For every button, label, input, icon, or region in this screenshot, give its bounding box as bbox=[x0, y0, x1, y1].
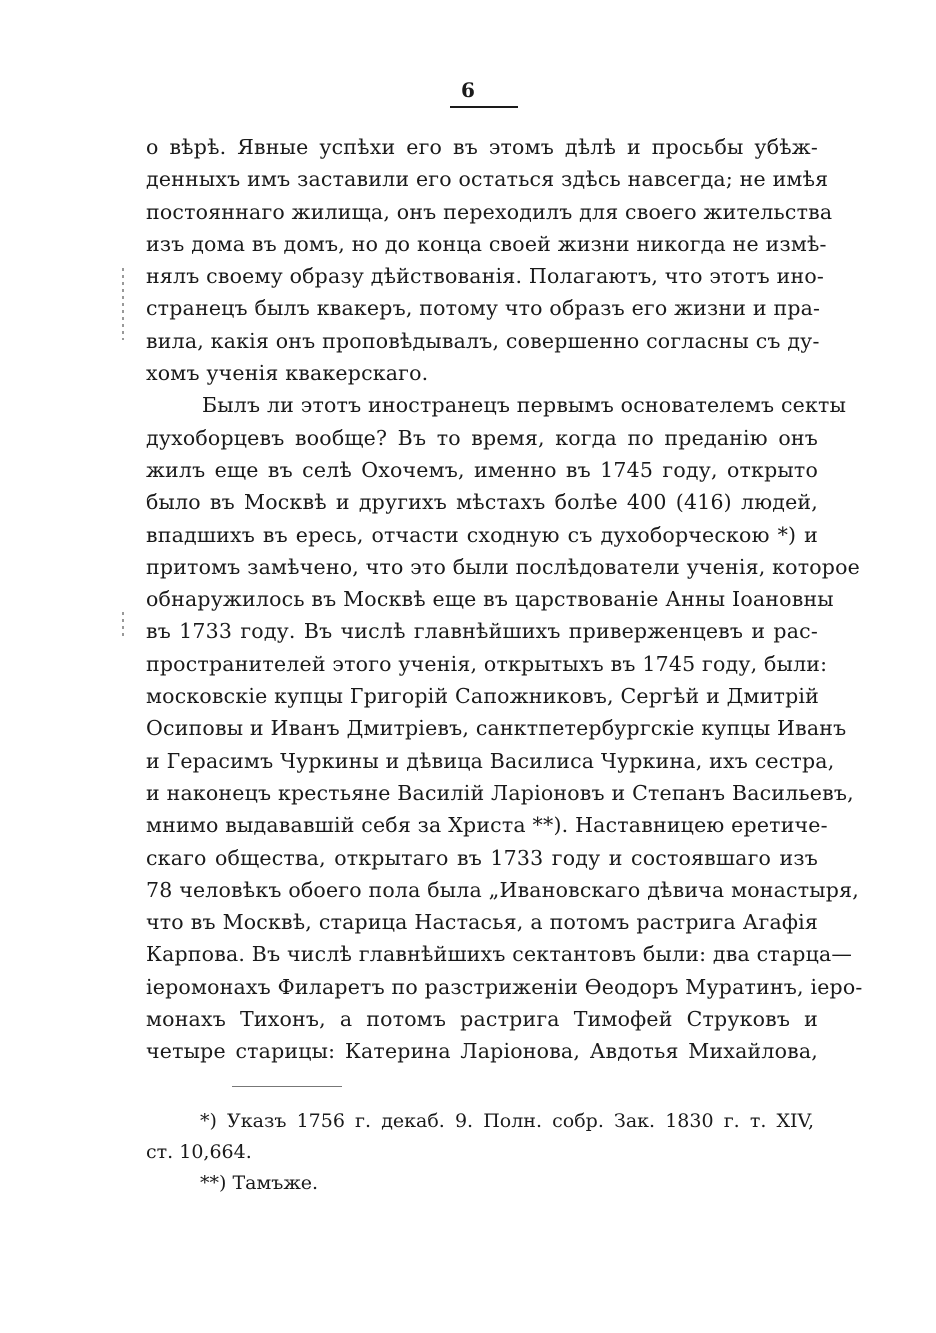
text-line: Былъ ли этотъ иностранецъ первымъ основателемъ секты bbox=[202, 393, 847, 418]
text-line: и наконецъ крестьяне Василій Ларіоновъ и Степанъ Васильевъ, bbox=[146, 780, 854, 805]
text-line: денныхъ имъ заставили его остаться здѣсь навсегда; не имѣя bbox=[146, 167, 829, 192]
text-line: было въ Москвѣ и другихъ мѣстахъ болѣе 400 (416) людей, bbox=[146, 490, 818, 515]
footnote-separator bbox=[232, 1086, 342, 1087]
text-line: пространителей этого ученія, открытыхъ въ 1745 году, были: bbox=[146, 651, 828, 676]
text-line: странецъ былъ квакеръ, потому что образъ его жизни и пра- bbox=[146, 296, 821, 321]
footnote-1: *) Указъ 1756 г. декаб. 9. Полн. собр. Зак. 1830 г. т. XIV, bbox=[200, 1110, 814, 1132]
text-line: и Герасимъ Чуркины и дѣвица Василиса Чуркина, ихъ сестра, bbox=[146, 748, 835, 773]
text-line: притомъ замѣчено, что это были послѣдователи ученія, которое bbox=[146, 554, 861, 579]
text-line: жилъ еще въ селѣ Охочемъ, именно въ 1745 году, открыто bbox=[146, 457, 818, 482]
text-line: обнаружилось въ Москвѣ еще въ царствованіе Анны Іоановны bbox=[146, 587, 834, 612]
footnote-2: **) Тамъже. bbox=[200, 1172, 319, 1194]
text-line: въ 1733 году. Въ числѣ главнѣйшихъ приверженцевъ и рас- bbox=[146, 619, 818, 644]
page-number-rule bbox=[450, 106, 518, 108]
text-line: о вѣрѣ. Явные успѣхи его въ этомъ дѣлѣ и просьбы убѣж- bbox=[146, 135, 818, 159]
text-line: Осиповы и Иванъ Дмитріевъ, санктпетербургскіе купцы Иванъ bbox=[146, 716, 847, 741]
page-number: 6 bbox=[461, 78, 475, 102]
text-line: нялъ своему образу дѣйствованія. Полагаютъ, что этотъ ино- bbox=[146, 264, 824, 289]
text-line: московскіе купцы Григорій Сапожниковъ, Сергѣй и Дмитрій bbox=[146, 684, 820, 709]
footnotes bbox=[146, 1106, 814, 1199]
text-line: хомъ ученія квакерскаго. bbox=[146, 361, 429, 386]
text-line: іеромонахъ Филаретъ по разстриженіи Ѳеодоръ Муратинъ, іеро- bbox=[146, 974, 863, 999]
text-line: постояннаго жилища, онъ переходилъ для своего жительства bbox=[146, 199, 833, 224]
text-line: что въ Москвѣ, старица Настасья, а потомъ растрига Агафія bbox=[146, 910, 818, 935]
main-text bbox=[146, 131, 863, 1068]
text-line: впадшихъ въ ересь, отчасти сходную съ духоборческою *) и bbox=[146, 522, 818, 547]
text-line: четыре старицы: Катерина Ларіонова, Авдотья Михайлова, bbox=[146, 1039, 818, 1064]
text-line: скаго общества, открытаго въ 1733 году и состоявшаго изъ bbox=[146, 845, 818, 870]
margin-mark bbox=[122, 612, 124, 638]
text-line: вила, какія онъ проповѣдывалъ, совершенно согласны съ ду- bbox=[146, 328, 820, 353]
text-line: мнимо выдававшій себя за Христа **). Наставницею еретиче- bbox=[146, 813, 828, 838]
text-line: изъ дома въ домъ, но до конца своей жизни никогда не измѣ- bbox=[146, 231, 827, 256]
text-line: 78 человѣкъ обоего пола была „Ивановскаго дѣвича монастыря, bbox=[146, 877, 859, 902]
text-line: Карпова. Въ числѣ главнѣйшихъ сектантовъ были: два старца— bbox=[146, 942, 853, 967]
footnote-1-continuation: ст. 10,664. bbox=[146, 1141, 252, 1163]
text-line: монахъ Тихонъ, а потомъ растрига Тимофей Струковъ и bbox=[146, 1007, 818, 1032]
text-line: духоборцевъ вообще? Въ то время, когда по преданію онъ bbox=[146, 425, 818, 450]
margin-mark bbox=[122, 268, 124, 340]
